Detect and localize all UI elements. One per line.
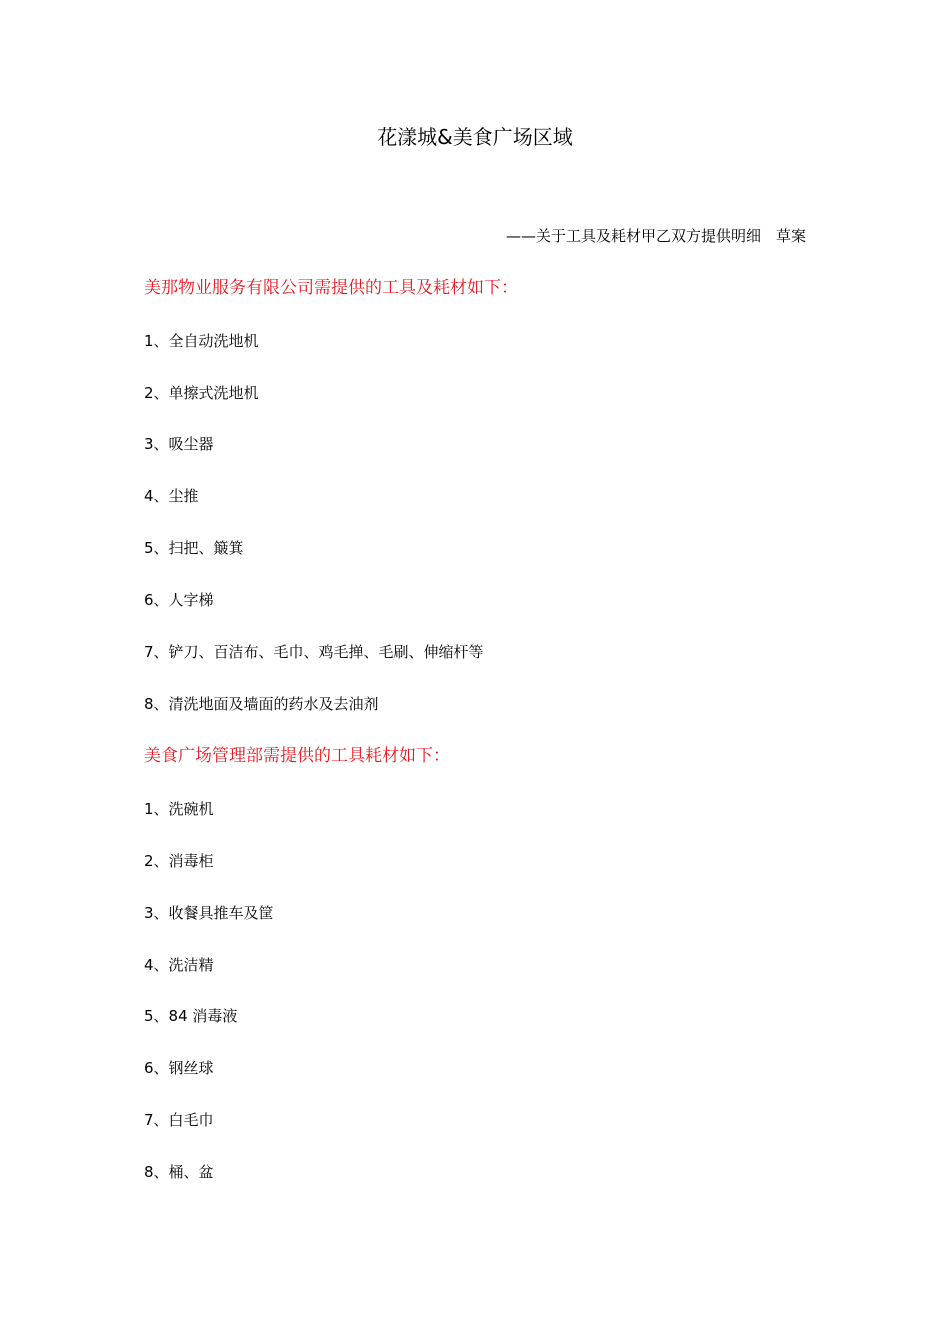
list-item: 3、收餐具推车及筐 bbox=[144, 904, 274, 922]
document-subtitle: ——关于工具及耗材甲乙双方提供明细 草案 bbox=[505, 227, 806, 245]
list-item: 2、单擦式洗地机 bbox=[144, 384, 259, 402]
list-item: 2、消毒柜 bbox=[144, 852, 214, 870]
document-title: 花漾城&美食广场区域 bbox=[377, 125, 573, 149]
list-item: 1、全自动洗地机 bbox=[144, 332, 259, 350]
list-item: 7、铲刀、百洁布、毛巾、鸡毛掸、毛刷、伸缩杆等 bbox=[144, 643, 484, 661]
list-item: 3、吸尘器 bbox=[144, 435, 214, 453]
list-item: 8、清洗地面及墙面的药水及去油剂 bbox=[144, 695, 379, 713]
list-item: 6、人字梯 bbox=[144, 591, 214, 609]
list-item: 6、钢丝球 bbox=[144, 1059, 214, 1077]
list-item: 4、洗洁精 bbox=[144, 956, 214, 974]
list-item: 4、尘推 bbox=[144, 487, 199, 505]
section-heading-meina: 美那物业服务有限公司需提供的工具及耗材如下： bbox=[144, 278, 518, 298]
section-heading-food-court: 美食广场管理部需提供的工具耗材如下： bbox=[144, 746, 450, 766]
list-item: 1、洗碗机 bbox=[144, 800, 214, 818]
list-item: 5、扫把、簸箕 bbox=[144, 539, 244, 557]
list-item: 7、白毛巾 bbox=[144, 1111, 214, 1129]
list-item: 5、84 消毒液 bbox=[144, 1007, 238, 1025]
list-item: 8、桶、盆 bbox=[144, 1163, 214, 1181]
